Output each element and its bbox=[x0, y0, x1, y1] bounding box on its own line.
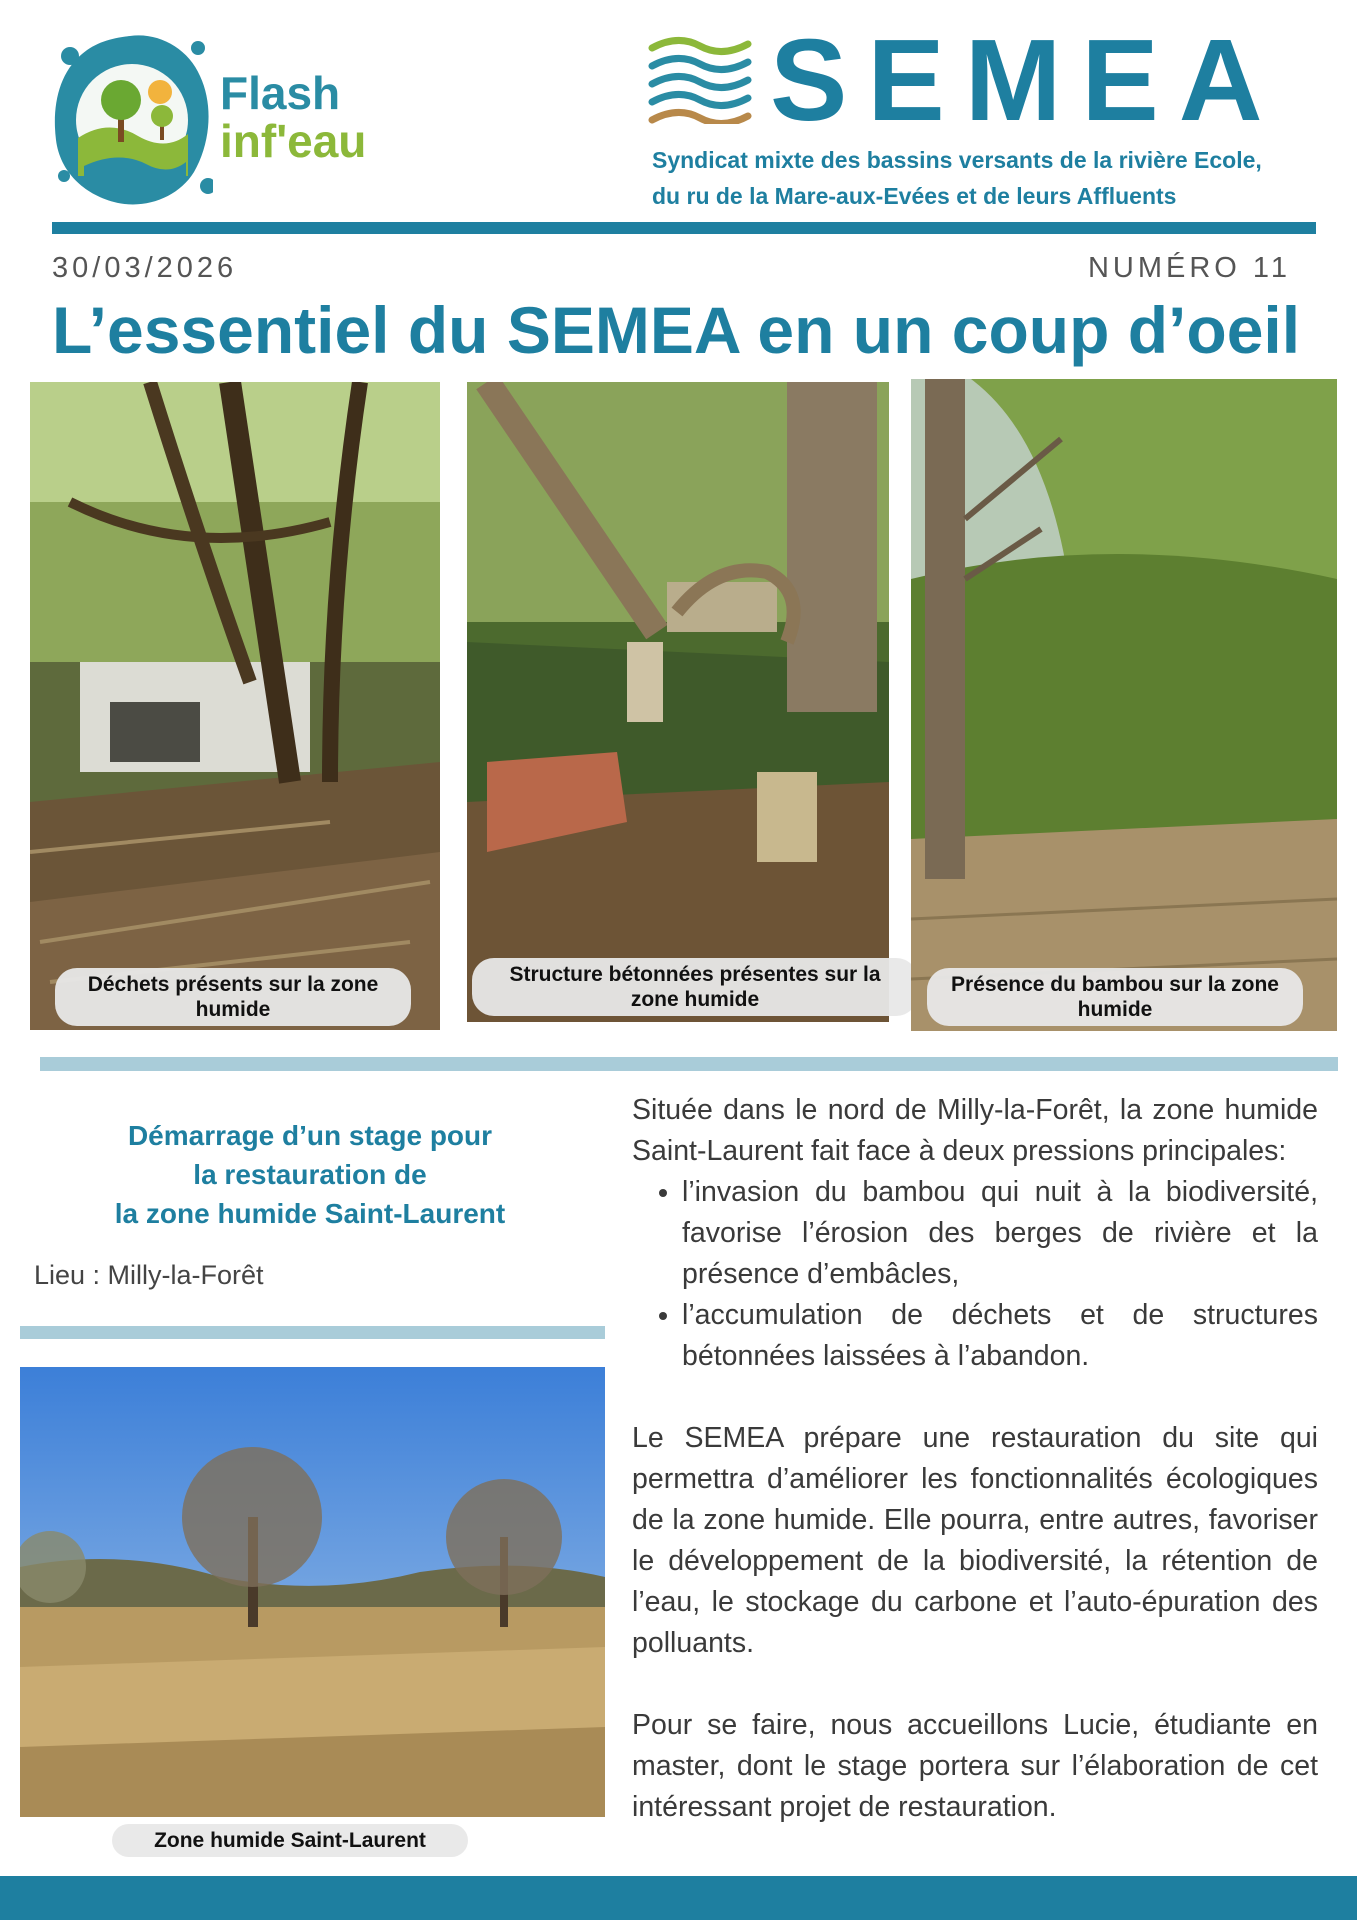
issue-number: NUMÉRO 11 bbox=[1087, 252, 1291, 284]
semea-subtitle bbox=[652, 142, 1262, 214]
caption-waste: Déchets présents sur la zone humide bbox=[55, 968, 411, 1026]
caption-concrete: Structure bétonnées présentes sur la zone humide bbox=[472, 958, 918, 1016]
article-title-line-1: Démarrage d’un stage pour bbox=[127, 1120, 493, 1151]
list-item: • l’invasion du bambou qui nuit à la biodiversité, favorise l’érosion des berges de rivière et la présence d’embâcles, bbox=[682, 1172, 1318, 1295]
photo-bamboo bbox=[911, 379, 1337, 1031]
caption-bamboo: Présence du bambou sur la zone humide bbox=[927, 968, 1303, 1026]
caption-saint-laurent: Zone humide Saint-Laurent bbox=[112, 1824, 468, 1857]
page-title: L’essentiel du SEMEA en un coup d’oeil bbox=[52, 293, 1301, 367]
article-intro: Située dans le nord de Milly-la-Forêt, la zone humide Saint-Laurent fait face à deux pressions principales: bbox=[632, 1094, 1318, 1167]
flash-infeau-logo bbox=[48, 26, 213, 212]
footer-bar bbox=[0, 1876, 1357, 1920]
semea-subtitle-line-1: Syndicat mixte des bassins versants de la rivière Ecole, bbox=[652, 147, 1262, 173]
article-title-line-2: la restauration de bbox=[193, 1159, 427, 1190]
article-paragraph-2: Le SEMEA prépare une restauration du site qui permettra d’améliorer les fonctionnalités écologiques de la zone humide. Elle pourra, entre autres, favoriser le développement de la biodiversité, la rétention de l’eau, le stockage du carbone et l’auto-épuration des polluants. bbox=[632, 1422, 1318, 1659]
article-title bbox=[40, 1116, 580, 1233]
article-body bbox=[632, 1090, 1318, 1828]
article-title-line-3: la zone humide Saint-Laurent bbox=[114, 1198, 506, 1229]
photo-concrete-structures bbox=[467, 382, 889, 1022]
flash-label: Flash bbox=[220, 67, 341, 119]
semea-waves-logo bbox=[648, 34, 752, 124]
infeau-label: inf'eau bbox=[220, 115, 367, 167]
photo-saint-laurent-wetland bbox=[20, 1367, 605, 1817]
list-item: • l’accumulation de déchets et de structures bétonnées laissées à l’abandon. bbox=[682, 1295, 1318, 1377]
left-column-divider bbox=[20, 1326, 605, 1339]
pressure-list bbox=[632, 1172, 1318, 1377]
header-divider bbox=[52, 222, 1316, 234]
flash-infeau-wordmark bbox=[220, 67, 367, 167]
section-divider bbox=[40, 1057, 1338, 1071]
semea-subtitle-line-2: du ru de la Mare-aux-Evées et de leurs Affluents bbox=[652, 183, 1177, 209]
semea-brand: SEMEA bbox=[770, 15, 1283, 145]
photo-waste-wetland bbox=[30, 382, 440, 1030]
article-paragraph-3: Pour se faire, nous accueillons Lucie, étudiante en master, dont le stage portera sur l’élaboration de cet intéressant projet de restauration. bbox=[632, 1709, 1318, 1823]
issue-date: 30/03/2026 bbox=[52, 252, 238, 284]
article-location: Lieu : Milly-la-Forêt bbox=[34, 1260, 264, 1290]
